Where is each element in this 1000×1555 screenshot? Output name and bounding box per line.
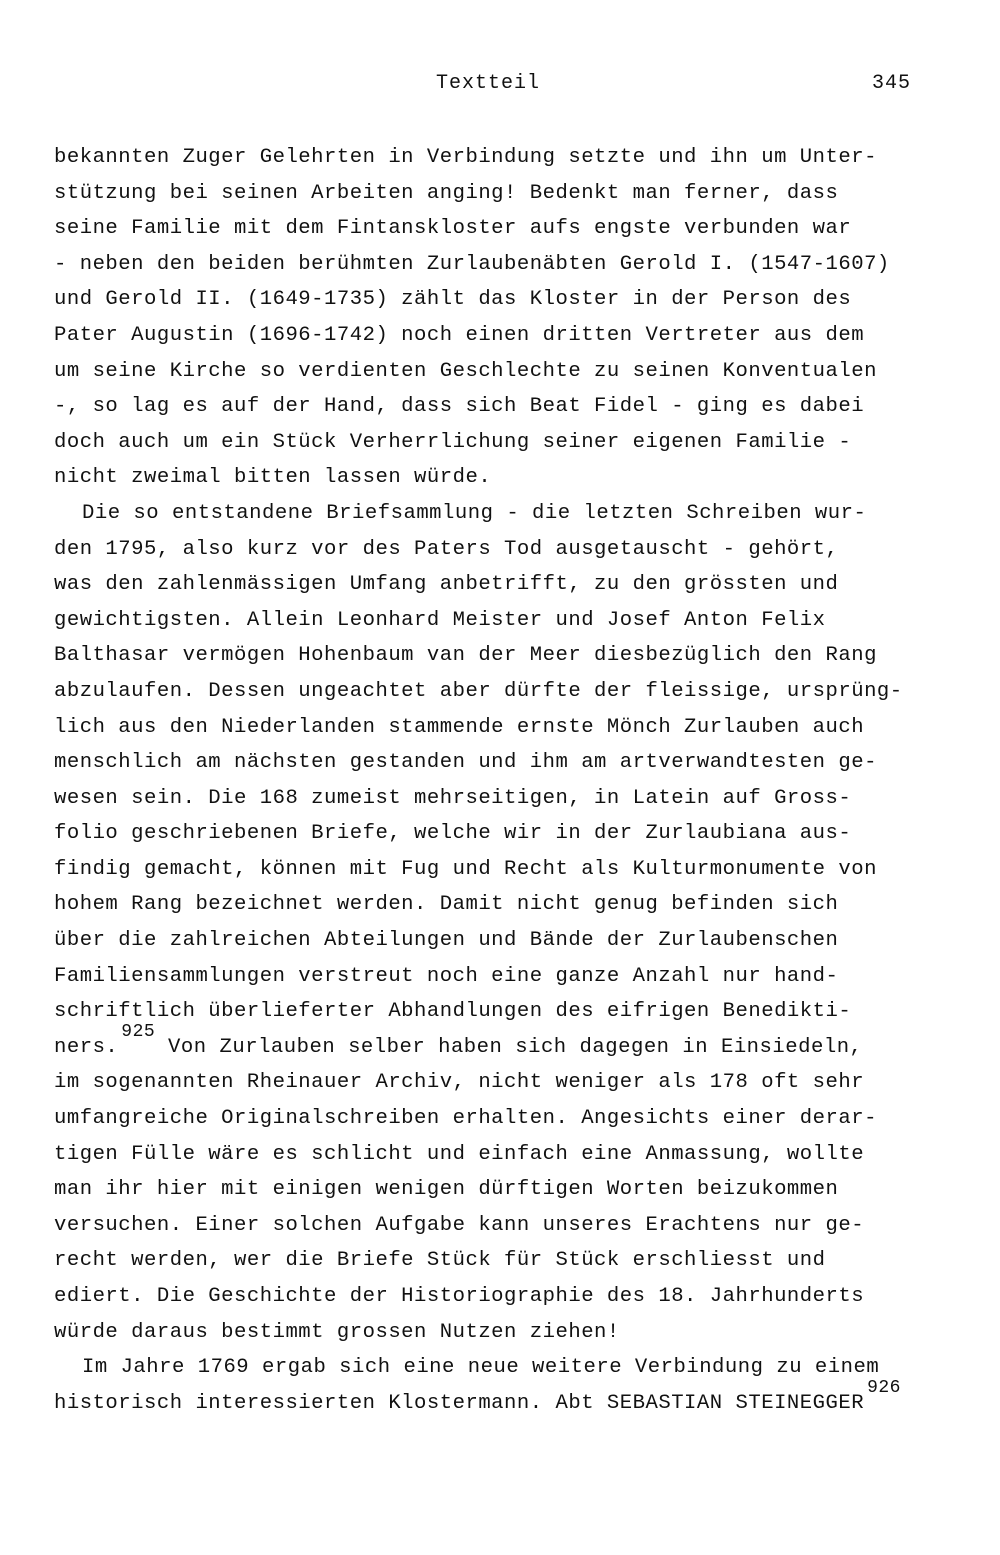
text-line — [54, 176, 954, 212]
text-line — [54, 781, 954, 817]
line-text: den 1795, also kurz vor des Paters Tod ausgetauscht - gehört, — [54, 537, 839, 561]
line-text: seine Familie mit dem Fintanskloster aufs engste verbunden war — [54, 217, 852, 241]
text-line — [54, 1350, 954, 1386]
line-text: -, so lag es auf der Hand, dass sich Beat Fidel - ging es dabei — [54, 395, 865, 419]
text-line — [54, 852, 954, 888]
line-text-continuation: Von Zurlauben selber haben sich dagegen in Einsiedeln, — [155, 1035, 863, 1059]
line-text: historisch interessierten Klostermann. Abt SEBASTIAN STEINEGGER — [54, 1391, 865, 1415]
text-line — [54, 425, 954, 461]
text-line — [54, 994, 954, 1030]
text-line — [54, 389, 954, 425]
line-text: recht werden, wer die Briefe Stück für Stück erschliesst und — [54, 1249, 826, 1273]
line-text: bekannten Zuger Gelehrten in Verbindung setzte und ihn um Unter- — [54, 146, 877, 169]
text-line — [54, 1021, 954, 1066]
line-text: im sogenannten Rheinauer Archiv, nicht weniger als 178 oft sehr — [54, 1071, 865, 1095]
line-text: und Gerold II. (1649-1735) zählt das Kloster in der Person des — [54, 288, 852, 312]
line-text: Im Jahre 1769 ergab sich eine neue weitere Verbindung zu einem — [82, 1356, 880, 1380]
line-text: lich aus den Niederlanden stammende ernste Mönch Zurlauben auch — [54, 715, 865, 739]
line-text: ediert. Die Geschichte der Historiographie des 18. Jahrhunderts — [54, 1285, 865, 1308]
text-line — [54, 923, 954, 959]
footnote-reference: 925 — [121, 1021, 156, 1042]
text-line — [54, 354, 954, 390]
line-text: tigen Fülle wäre es schlicht und einfach eine Anmassung, wollte — [54, 1142, 865, 1166]
text-line — [54, 532, 954, 568]
text-line — [54, 1377, 954, 1422]
line-text: abzulaufen. Dessen ungeachtet aber dürfte der fleissige, ursprüng- — [54, 679, 903, 703]
line-text: menschlich am nächsten gestanden und ihm am artverwandtesten ge- — [54, 751, 877, 775]
text-line — [54, 282, 954, 318]
line-text: was den zahlenmässigen Umfang anbetrifft, zu den grössten und — [54, 573, 839, 597]
text-line — [54, 211, 954, 247]
line-text: Pater Augustin (1696-1742) noch einen dritten Vertreter aus dem — [54, 323, 865, 347]
line-text: Balthasar vermögen Hohenbaum van der Meer diesbezüglich den Rang — [54, 644, 877, 668]
text-line — [54, 1315, 954, 1351]
text-line — [54, 1101, 954, 1137]
text-line — [54, 887, 954, 923]
text-line — [54, 710, 954, 746]
text-line — [54, 496, 954, 532]
line-text: würde daraus bestimmt grossen Nutzen ziehen! — [54, 1320, 620, 1344]
text-line — [54, 247, 954, 283]
line-text: um seine Kirche so verdienten Geschlechte zu seinen Konventualen — [54, 359, 877, 383]
line-text: Familiensammlungen verstreut noch eine ganze Anzahl nur hand- — [54, 964, 839, 988]
text-line — [54, 745, 954, 781]
line-text: wesen sein. Die 168 zumeist mehrseitigen, in Latein auf Gross- — [54, 786, 852, 810]
line-text: gewichtigsten. Allein Leonhard Meister und Josef Anton Felix — [54, 608, 826, 632]
line-text: nicht zweimal bitten lassen würde. — [54, 466, 492, 490]
line-text: ners. — [54, 1035, 119, 1059]
text-line — [54, 1172, 954, 1208]
text-line — [54, 1065, 954, 1101]
text-line — [54, 816, 954, 852]
text-line — [54, 1137, 954, 1173]
text-line — [54, 567, 954, 603]
text-line — [54, 674, 954, 710]
running-title: Textteil — [436, 72, 541, 95]
page-number: 345 — [872, 72, 912, 95]
line-text: doch auch um ein Stück Verherrlichung seiner eigenen Familie - — [54, 430, 852, 454]
line-text: folio geschriebenen Briefe, welche wir in der Zurlaubiana aus- — [54, 822, 852, 846]
text-line — [54, 140, 954, 176]
body-text — [54, 140, 954, 1421]
line-text: - neben den beiden berühmten Zurlaubenäbten Gerold I. (1547-1607) — [54, 252, 890, 276]
text-line — [54, 959, 954, 995]
line-text: über die zahlreichen Abteilungen und Bände der Zurlaubenschen — [54, 929, 839, 953]
line-text: stützung bei seinen Arbeiten anging! Bedenkt man ferner, dass — [54, 181, 839, 205]
line-text: schriftlich überlieferter Abhandlungen des eifrigen Benedikti- — [54, 1000, 852, 1024]
text-line — [54, 603, 954, 639]
page-header — [0, 72, 1000, 100]
line-text: umfangreiche Originalschreiben erhalten. Angesichts einer derar- — [54, 1107, 877, 1131]
text-line — [54, 1243, 954, 1279]
text-line — [54, 1208, 954, 1244]
line-text: man ihr hier mit einigen wenigen dürftigen Worten beizukommen — [54, 1178, 839, 1202]
line-text: versuchen. Einer solchen Aufgabe kann unseres Erachtens nur ge- — [54, 1213, 865, 1237]
line-text: findig gemacht, können mit Fug und Recht als Kulturmonumente von — [54, 857, 877, 881]
text-line — [54, 1279, 954, 1315]
text-line — [54, 460, 954, 496]
text-line — [54, 318, 954, 354]
line-text: Die so entstandene Briefsammlung - die letzten Schreiben wur- — [82, 501, 867, 525]
line-text: hohem Rang bezeichnet werden. Damit nicht genug befinden sich — [54, 893, 839, 917]
footnote-reference: 926 — [867, 1377, 901, 1398]
text-line — [54, 638, 954, 674]
